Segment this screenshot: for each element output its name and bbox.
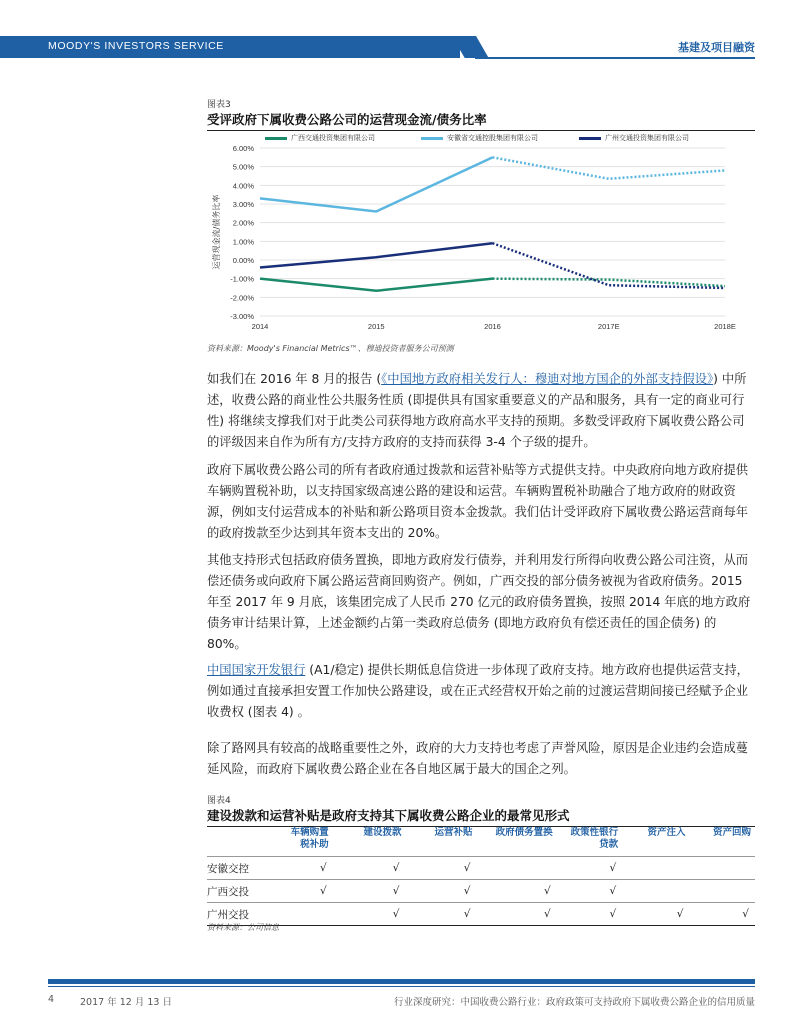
x-tick-label: 2018E [714,322,736,331]
figure3-title: 受评政府下属收费公路公司的运营现金流/债务比率 [207,112,487,127]
table-header-row [207,825,755,857]
paragraph-1: 如我们在 2016 年 8 月的报告 (《中国地方政府相关发行人：穆迪对地方国企的外部支持假设》) 中所述，收费公路的商业性公共服务性质 (即提供具有国家重要意义的产品和服务，具有一定的商业可行性) 将继续支撑我们对于此类公司获得地方政府高水平支持的预期。多数受评政府下属收费公路公司的评级因来自作为所有方/支持方政府的支持而获得 3-4 个子级的提升。 [207,372,747,449]
line-chart [205,140,755,335]
figure4-header [207,793,755,827]
series-line-actual [260,279,493,291]
y-tick-label: 2.00% [232,218,254,228]
x-tick-label: 2015 [367,322,385,331]
figure4-label: 图表4 [207,796,231,806]
legend-item: 广西交通投资集团有限公司 [265,133,375,143]
x-tick-label: 2016 [484,322,501,331]
y-tick-label: -2.00% [230,293,254,303]
legend-item: 广州交通投资集团有限公司 [579,133,689,143]
figure3-header [207,97,755,131]
y-axis-label: 运营现金流/债务比率 [212,194,221,270]
support-table [207,825,755,926]
series-line-actual [260,243,493,267]
y-tick-label: 4.00% [232,181,254,191]
paragraph-3: 其他支持形式包括政府债务置换，即地方政府发行债券，并利用发行所得向收费公路公司注资，从而偿还债务或向政府下属公路运营商回购资产。例如，广西交投的部分债务被视为省政府债务。2015 年至 2017 年 9 月底，该集团完成了人民币 270 亿元的政府债务置换，按照 2014 年底的地方政府债务审计结果计算，上述金额约占第一类政府总债务 (即地方政府负有偿还责任的国企债务) 的 80%。 [207,553,751,651]
y-tick-label: 0.00% [232,256,254,265]
brand-bar [0,36,460,58]
footer-date: 2017 年 12 月 13 日 [80,997,172,1008]
table-row: 广州交投 √ √ √ √ √ √ [207,903,755,926]
figure4-title: 建设拨款和运营补贴是政府支持其下属收费公路企业的最常见形式 [207,808,570,823]
header-band [0,36,800,58]
column-header: 车辆购置 税补助 [290,827,329,850]
cdb-link[interactable]: 中国国家开发银行 [207,663,306,677]
figure4-source: 资料来源：公司信息 [207,923,279,932]
row-name: 广州交投 [207,903,273,926]
report-link[interactable]: 《中国地方政府相关发行人：穆迪对地方国企的外部支持假设》 [381,372,714,386]
table-row: 广西交投 √ √ √ √ √ [207,880,755,903]
paragraph-5: 除了路网具有较高的战略重要性之外，政府的大力支持也考虑了声誉风险，原因是企业违约会造成蔓延风险，而政府下属收费公路企业在各自地区属于最大的国企之列。 [207,741,749,776]
row-name: 安徽交控 [207,857,273,880]
column-header: 运营补贴 [434,827,473,838]
figure3-source: 资料来源：Moody's Financial Metrics™、穆迪投资者服务公司预测 [207,344,454,353]
page-number: 4 [48,994,55,1005]
y-tick-label: 1.00% [232,237,254,247]
column-header: 建设拨款 [363,827,402,838]
row-name: 广西交投 [207,880,273,903]
y-tick-label: 5.00% [232,162,254,172]
table-row: 安徽交控 √ √ √ √ [207,857,755,880]
series-line-actual [260,157,493,211]
x-tick-label: 2014 [251,322,269,331]
y-tick-label: 6.00% [232,144,254,153]
series-line-forecast [493,279,726,286]
column-header: 资产回购 [712,827,751,838]
column-header: 政策性银行 贷款 [570,827,619,850]
section-title: 基建及项目融资 [678,41,755,54]
y-tick-label: -3.00% [230,312,254,321]
paragraph-2: 政府下属收费公路公司的所有者政府通过拨款和运营补贴等方式提供支持。中央政府向地方政府提供车辆购置税补助，以支持国家级高速公路的建设和运营。车辆购置税补助融合了地方政府的财政资源，例如支付运营成本的补贴和新公路项目资本金拨款。我们估计受评政府下属收费公路运营商每年的政府拨款至少达到其年资本支出的 20%。 [207,463,749,540]
column-header [207,825,273,857]
footer-doc-title: 行业深度研究：中国收费公路行业：政府政策可支持政府下属收费公路企业的信用质量 [393,997,755,1008]
y-tick-label: -1.00% [230,274,254,284]
figure3-label: 图表3 [207,100,231,110]
paragraph-4: 中国国家开发银行 (A1/稳定) 提供长期低息信贷进一步体现了政府支持。地方政府也提供运营支持，例如通过直接承担安置工作加快公路建设，或在正式经营权开始之前的过渡运营期间接已经赋予企业收费权 (图表 4) 。 [207,663,749,719]
series-line-forecast [493,157,726,178]
series-line-forecast [493,243,726,288]
legend-item: 安徽省交通控股集团有限公司 [421,133,538,143]
column-header: 资产注入 [647,827,686,838]
brand-name: MOODY'S INVESTORS SERVICE [48,40,224,52]
column-header: 政府债务置换 [495,827,553,838]
x-tick-label: 2017E [597,322,620,331]
y-tick-label: 3.00% [232,200,254,209]
